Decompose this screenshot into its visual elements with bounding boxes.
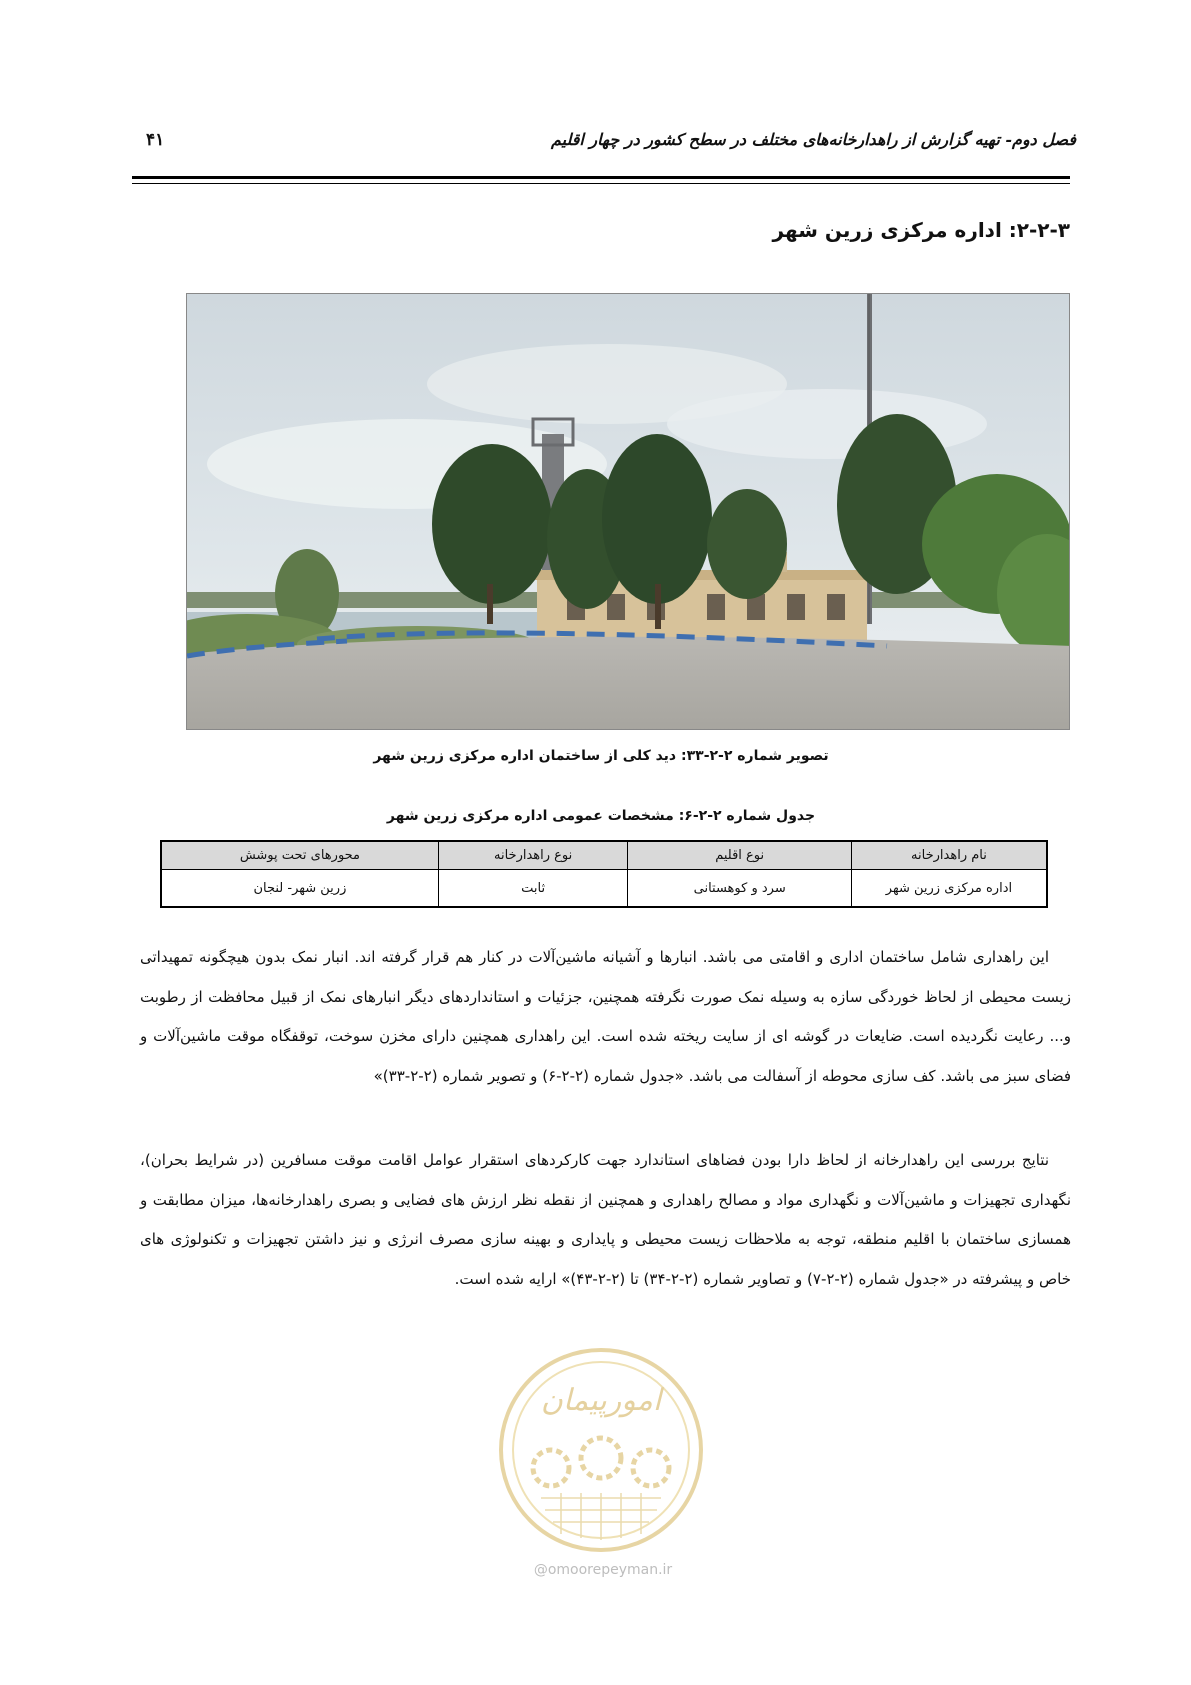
body-paragraph: این راهداری شامل ساختمان اداری و اقامتی می باشد. انبارها و آشیانه ماشین‌آلات در کنار هم قرار گرفته اند. انبار نمک بدون هیچگونه تمهیداتی زیست محیطی از لحاظ خوردگی سازه به وسیله نمک صورت نگرفته همچنین، جزئیات و استانداردهای دیگر انبارهای نمک از قبیل محافظت از رطوبت و... رعایت نگردیده است. ضایعات در گوشه ای از سایت ریخته شده است. این راهداری همچنین دارای مخزن سوخت، توقفگاه موقت ماشین‌آلات و فضای سبز می باشد. کف سازی محوطه از آسفالت می باشد. «جدول شماره (۲-۲-۶) و تصویر شماره (۲-۲-۳۳)» [140,948,1071,1085]
header-rule-thin [132,183,1070,184]
table-cell: ثابت [438,870,628,908]
table-header-cell: نوع اقلیم [628,841,851,870]
table-header-cell: نام راهدارخانه [851,841,1047,870]
table-header-cell: نوع راهدارخانه [438,841,628,870]
building-photo [186,293,1070,730]
body-paragraph: نتایج بررسی این راهدارخانه از لحاظ دارا بودن فضاهای استاندارد جهت کارکردهای استقرار عوامل اقامت موقت مسافرین (در شرایط بحران)، نگهداری تجهیزات و ماشین‌آلات و نگهداری مواد و مصالح راهداری و همچنین از نقطه نظر ارزش های فضایی و بصری راهدارخانه‌ها، میزان مطابقت و همسازی ساختمان با اقلیم منطقه، توجه به ملاحظات زیست محیطی و پایداری و بهینه سازی مصرف انرژی و نیز داشتن تجهیزات و تکنولوژی های خاص و پیشرفته در «جدول شماره (۲-۲-۷) و تصاویر شماره (۲-۲-۳۴) تا (۲-۲-۴۳)» ارایه شده است. [140,1151,1071,1288]
specifications-table [160,840,1048,908]
watermark-logo-text: امورپیمان [540,1383,662,1418]
table-cell: زرین شهر- لنجان [161,870,438,908]
running-header-title: فصل دوم- تهیه گزارش از راهدارخانه‌های مختلف در سطح کشور در چهار اقلیم [550,130,1076,149]
watermark-url: @omoorepeyman.ir [533,1562,673,1578]
table-cell: اداره مرکزی زرین شهر [851,870,1047,908]
table-header-row [161,841,1047,870]
table-row [161,870,1047,908]
figure-caption: تصویر شماره ۲-۲-۳۳: دید کلی از ساختمان اداره مرکزی زرین شهر [373,748,829,764]
watermark-logo [489,1338,713,1558]
section-heading: ۲-۲-۳: اداره مرکزی زرین شهر [772,218,1070,242]
table-caption: جدول شماره ۲-۲-۶: مشخصات عمومی اداره مرکزی زرین شهر [386,808,816,824]
page-number: ۴۱ [146,130,165,150]
table-cell: سرد و کوهستانی [628,870,851,908]
table-header-cell: محورهای تحت پوشش [161,841,438,870]
header-rule-thick [132,176,1070,179]
